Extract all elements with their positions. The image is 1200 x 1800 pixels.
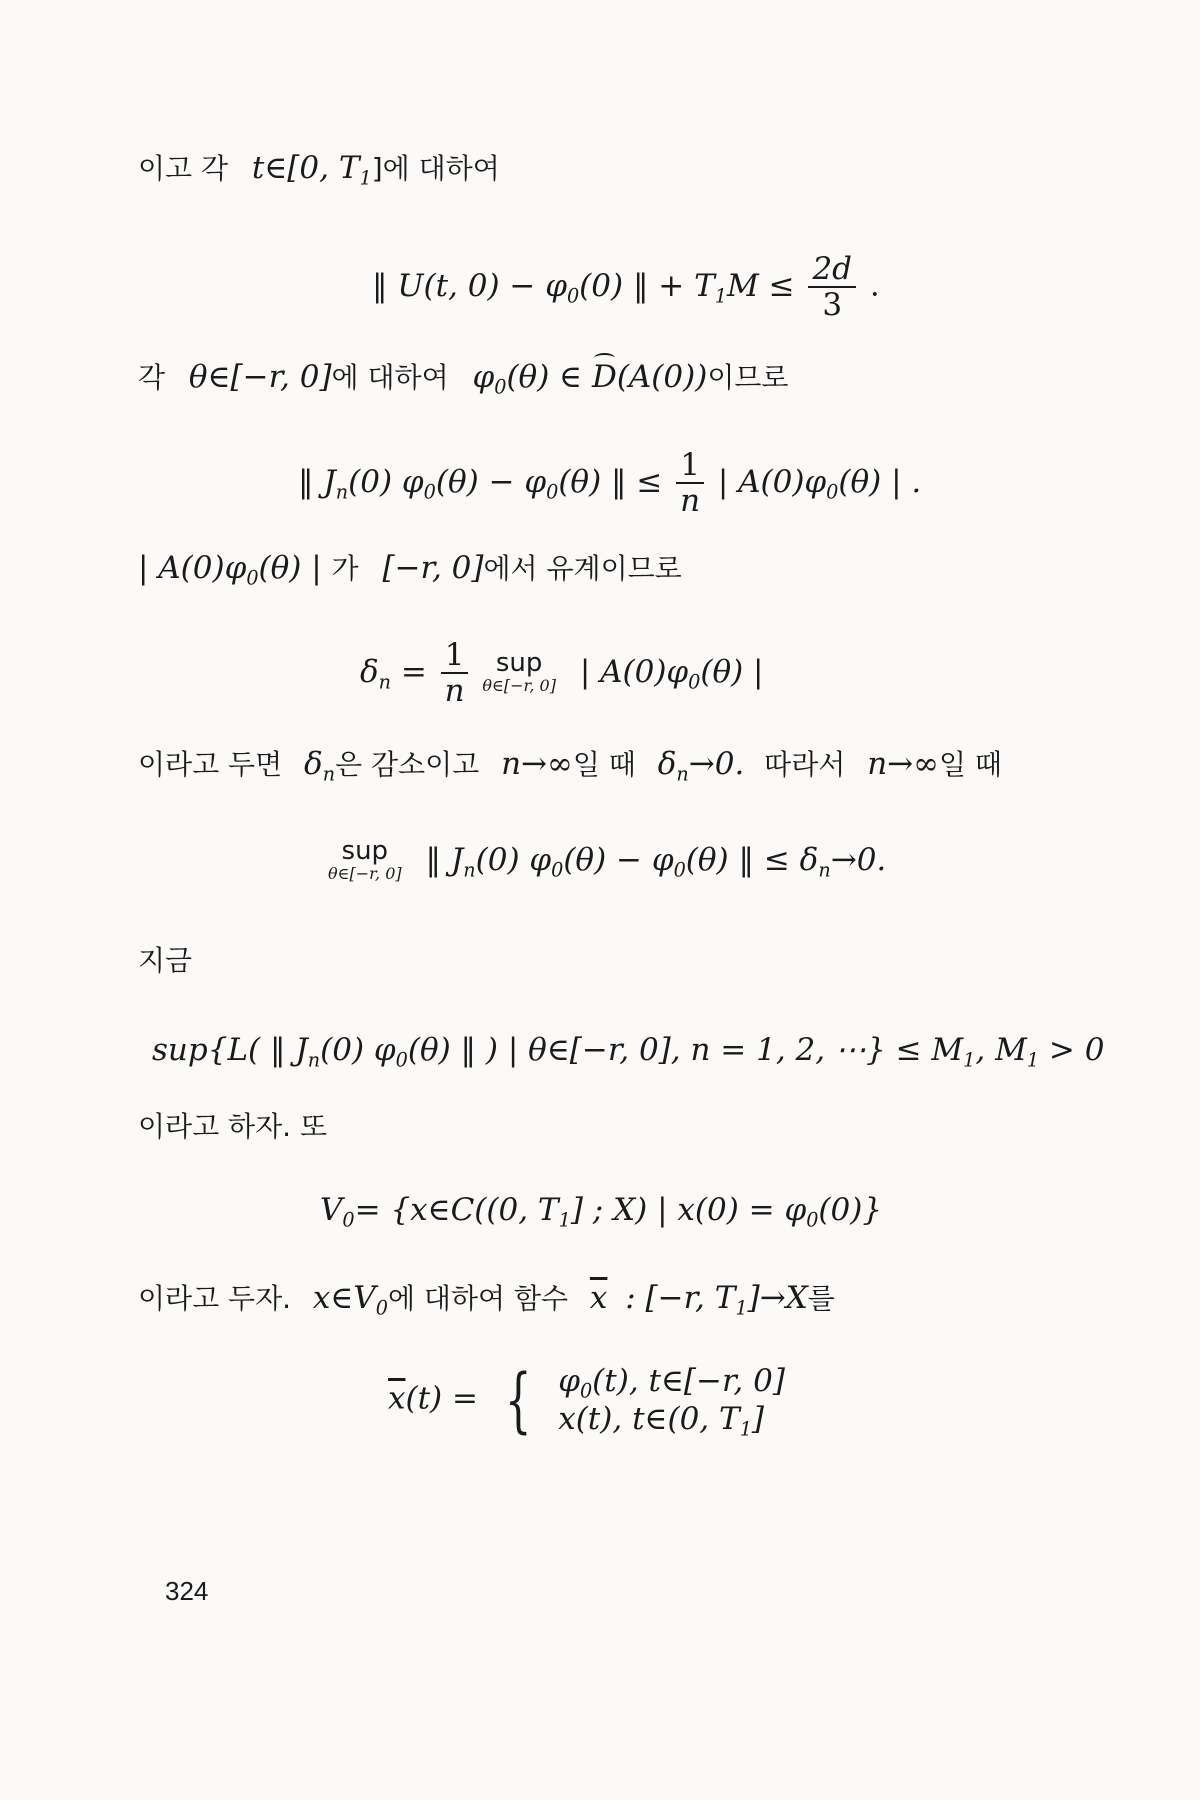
sup-operator: sup θ∈[−r, 0] (482, 648, 556, 695)
left-brace: { (504, 1359, 532, 1441)
page-number: 324 (165, 1576, 209, 1606)
x-bar: $\overline{x}$ (589, 1280, 608, 1316)
text-line-3: | $A(0)\varphi_0(\theta)$ | 가 [−r, 0]에서 유계이므로 (138, 550, 682, 590)
text-line-2: 각 θ∈[−r, 0]에 대하여 $\varphi_0(\theta)$ ∈ D(A(0))이므로 (138, 359, 789, 399)
sup-operator: sup θ∈[−r, 0] (328, 836, 402, 883)
piecewise-cases: $\varphi_0(t)$, t∈[−r, 0] x(t), t∈(0, $T_1$] (558, 1363, 785, 1441)
text-line-4: 이라고 두면 $\delta_n$은 감소이고 n→∞일 때 $\delta_n\to 0$. 따라서 n→∞일 때 (138, 746, 1002, 786)
equation-7: $\overline{x}(t)$ = { $\varphi_0(t)$, t∈[−r, 0] x(t), t∈(0, $T_1$] (388, 1359, 785, 1441)
equation-2: ‖ $J_n(0) \varphi_0(\theta) - \varphi_0(\theta)$ ‖ ≤ $\frac{1}{n}$ | $A(0)\varphi_0(\theta)$ | . (298, 447, 922, 519)
hat-accent: D (591, 359, 617, 395)
equation-1: ‖ U(t, $0) - \varphi_0(0)$ ‖ + $T_1M$ ≤ $\frac{2d}{3}$ . (372, 251, 880, 323)
text-line-7: 이라고 두자. $x\in V_0$에 대하여 함수 $\overline{x}$ : [−r, $T_1]\to X$를 (138, 1280, 835, 1320)
text-line-6: 이라고 하자. 또 (138, 1110, 327, 1143)
equation-6: $V_0=$ {x∈C((0, $T_1$] ; X) | $x(0) = \varphi_0(0)$} (320, 1192, 883, 1232)
text-line-1: 이고 각 t∈[0, $T_1$]에 대하여 (138, 150, 500, 190)
equation-3: $\delta_n$ = $\frac{1}{n}$ sup θ∈[−r, 0] | $A(0)\varphi_0(\theta)$ | (360, 637, 764, 709)
text-line-5: 지금 (138, 944, 193, 977)
fraction: $\frac{1}{n}$ (676, 448, 704, 518)
fraction: $\frac{2d}{3}$ (808, 252, 856, 322)
x-bar: $\overline{x}$ (388, 1380, 406, 1417)
equation-5: sup{L( ‖ $J_n(0)$ $\varphi_0(\theta)$ ‖ ) | θ∈[−r, 0], n = 1, 2, ⋯} ≤ $M_1$, $M_1 > 0$ (152, 1032, 1105, 1072)
fraction: $\frac{1}{n}$ (441, 638, 469, 708)
equation-4: sup θ∈[−r, 0] ‖ $J_n(0) \varphi_0(\theta) - \varphi_0(\theta)$ ‖ ≤ $\delta_n\to 0$. (328, 836, 887, 883)
